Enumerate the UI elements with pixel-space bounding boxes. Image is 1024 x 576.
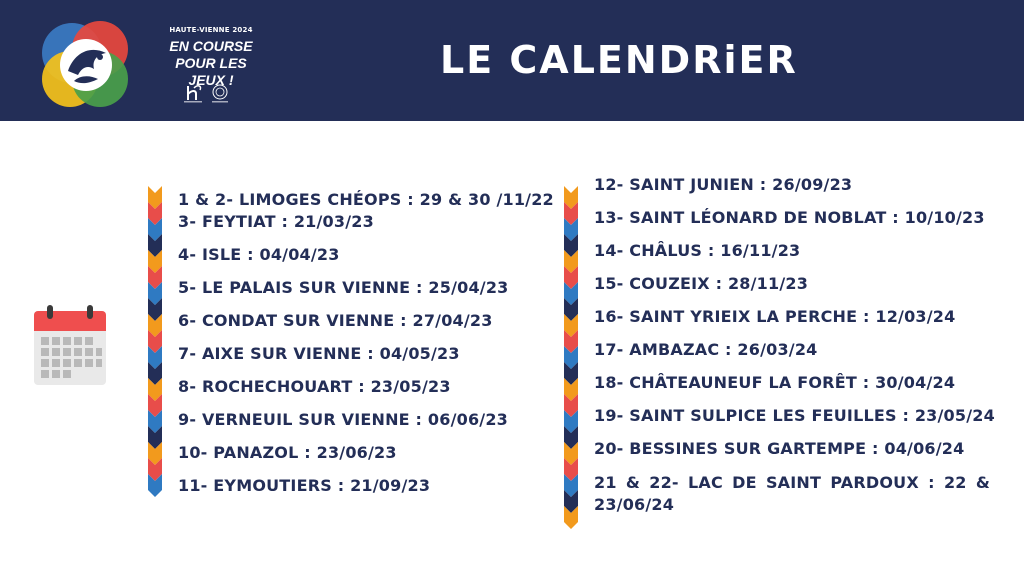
logo-subtitle: HAUTE-VIENNE 2024 [169,26,253,34]
stage-item: 3- FEYTIAT : 21/03/23 [178,212,374,231]
stage-item: 20- BESSINES SUR GARTEMPE : 04/06/24 [594,439,965,458]
header-banner [0,0,1024,121]
logo-line-1: EN COURSE [169,38,253,54]
stage-item: 6- CONDAT SUR VIENNE : 27/04/23 [178,311,493,330]
stage-item: 4- ISLE : 04/04/23 [178,245,340,264]
stage-item: 1 & 2- LIMOGES CHÉOPS : 29 & 30 /11/22 [178,190,554,209]
stage-item: 9- VERNEUIL SUR VIENNE : 06/06/23 [178,410,509,429]
stage-item: 5- LE PALAIS SUR VIENNE : 25/04/23 [178,278,509,297]
stage-item: 11- EYMOUTIERS : 21/09/23 [178,476,431,495]
chevron-timeline-right [564,186,578,530]
stage-list-left [178,190,558,509]
chevron-stack-icon [148,186,162,498]
stage-list-right [594,175,995,514]
stage-item: 8- ROCHECHOUART : 23/05/23 [178,377,451,396]
logo-tagline [163,26,259,89]
calendar-icon [30,303,110,387]
stage-item: 21 & 22- LAC DE SAINT PARDOUX : 22 & 23/06/24 [594,473,990,514]
page-title: LE CALENDRiER [440,38,798,82]
logo-line-2: POUR LES JEUX ! [175,55,247,88]
stage-item: 18- CHÂTEAUNEUF LA FORÊT : 30/04/24 [594,373,956,392]
chevron-timeline-left [148,186,162,498]
stage-item: 16- SAINT YRIEIX LA PERCHE : 12/03/24 [594,307,956,326]
chevron-stack-icon [564,186,578,530]
olympic-rings-logo-icon [38,19,134,111]
stage-item: 7- AIXE SUR VIENNE : 04/05/23 [178,344,460,363]
stage-item: 12- SAINT JUNIEN : 26/09/23 [594,175,853,194]
stage-item: 13- SAINT LÉONARD DE NOBLAT : 10/10/23 [594,208,985,227]
stage-item: 10- PANAZOL : 23/06/23 [178,443,397,462]
stage-item: 15- COUZEIX : 28/11/23 [594,274,809,293]
stage-item: 14- CHÂLUS : 16/11/23 [594,241,801,260]
stage-item: 19- SAINT SULPICE LES FEUILLES : 23/05/24 [594,406,995,425]
partner-logos-icon [182,82,242,104]
stage-item: 17- AMBAZAC : 26/03/24 [594,340,818,359]
